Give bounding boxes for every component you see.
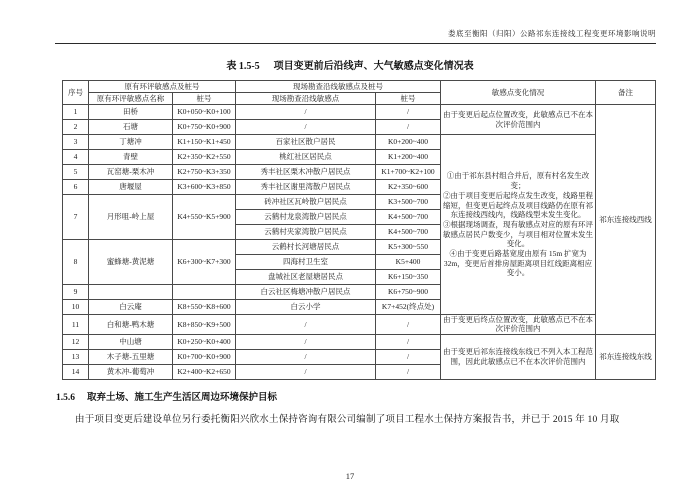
cell-change-start: 由于变更后起点位置改变，此敏感点已不在本次评价范围内 [441, 105, 596, 135]
cell-survey-name: / [236, 105, 376, 120]
cell-orig-stake: K2+400~K2+650 [173, 364, 236, 379]
col-header-no: 序号 [63, 81, 89, 105]
cell-survey-name: 云鹤村龙泉湾散户居民点 [236, 210, 376, 225]
cell-orig-name: 白云庵 [89, 300, 173, 315]
cell-no: 1 [63, 105, 89, 120]
cell-survey-name: 砖冲社区瓦岭散户居民点 [236, 195, 376, 210]
cell-no: 4 [63, 150, 89, 165]
cell-no: 6 [63, 180, 89, 195]
cell-survey-stake: K6+750~900 [376, 285, 441, 300]
col-header-remark: 备注 [596, 81, 656, 105]
change-item-4: ④由于变更后路基宽度由原有 15m 扩宽为 32m，变更后首排房屋距离项目红线距离相应变小。 [443, 249, 593, 278]
section-heading [56, 389, 656, 403]
header-row-1 [63, 81, 656, 93]
cell-survey-name: / [236, 364, 376, 379]
cell-orig-name: 丁塘冲 [89, 135, 173, 150]
cell-survey-name: 盘城社区老屋塘居民点 [236, 270, 376, 285]
cell-change-east: 由于变更后祁东连接线东线已不列入本工程范围，因此此敏感点已不在本次评价范围内 [441, 334, 596, 379]
col-header-survey-group: 现场勘查沿线敏感点及桩号 [236, 81, 441, 93]
cell-no: 14 [63, 364, 89, 379]
cell-survey-name: 桃红社区居民点 [236, 150, 376, 165]
cell-survey-name: 云鹤村长河塘居民点 [236, 240, 376, 255]
table-row [63, 315, 656, 335]
cell-orig-name: 木子塘-五里塘 [89, 349, 173, 364]
cell-orig-name: 蜜蜂塘-黄泥塘 [89, 240, 173, 285]
cell-orig-stake: K2+350~K2+550 [173, 150, 236, 165]
cell-orig-name: 瓦窑塘-栗木冲 [89, 165, 173, 180]
cell-orig-stake: K4+550~K5+900 [173, 195, 236, 240]
cell-survey-stake: K6+150~350 [376, 270, 441, 285]
col-header-survey-name: 现场勘查沿线敏感点 [236, 93, 376, 105]
cell-survey-name: / [236, 349, 376, 364]
cell-survey-stake: / [376, 120, 441, 135]
section-number: 1.5.6 [56, 393, 75, 403]
section-title: 取弃土场、施工生产生活区周边环境保护目标 [87, 393, 278, 403]
col-header-survey-stake: 桩号 [376, 93, 441, 105]
cell-survey-stake: K1+200~400 [376, 150, 441, 165]
cell-survey-stake: / [376, 364, 441, 379]
cell-survey-name: / [236, 315, 376, 335]
cell-no: 7 [63, 195, 89, 240]
cell-orig-name: 石塘 [89, 120, 173, 135]
cell-orig-stake: K1+150~K1+450 [173, 135, 236, 150]
cell-survey-stake: K0+200~400 [376, 135, 441, 150]
cell-orig-stake: K8+550~K8+600 [173, 300, 236, 315]
cell-survey-stake: / [376, 315, 441, 335]
cell-change-end: 由于变更后终点位置改变，此敏感点已不在本次评价范围内 [441, 315, 596, 335]
cell-survey-name: 四海村卫生室 [236, 255, 376, 270]
cell-no: 11 [63, 315, 89, 335]
cell-no: 12 [63, 334, 89, 349]
cell-survey-stake: K3+500~700 [376, 195, 441, 210]
cell-survey-name: / [236, 120, 376, 135]
cell-survey-name: 白云社区梅塘冲散户居民点 [236, 285, 376, 300]
cell-no: 9 [63, 285, 89, 300]
cell-orig-stake: K8+850~K9+500 [173, 315, 236, 335]
cell-orig-stake [173, 285, 236, 300]
cell-remark-west: 祁东连接线西线 [596, 105, 656, 335]
body-paragraph: 由于项目变更后建设单位另行委托衡阳兴欣水土保持咨询有限公司编制了项目工程水土保持方案报告书，并已于 2015 年 10 月取 [75, 415, 620, 425]
col-header-orig-name: 原有环评敏感点名称 [89, 93, 173, 105]
cell-remark-east: 祁东连接线东线 [596, 334, 656, 379]
table-title-label: 表 1.5-5 [226, 61, 260, 72]
table-title [0, 57, 700, 72]
cell-orig-name: 田桥 [89, 105, 173, 120]
cell-orig-stake: K2+750~K3+350 [173, 165, 236, 180]
cell-no: 5 [63, 165, 89, 180]
cell-orig-name [89, 285, 173, 300]
table-row [63, 105, 656, 120]
table-row [63, 334, 656, 349]
cell-survey-stake: K4+500~700 [376, 225, 441, 240]
cell-orig-stake: K3+600~K3+850 [173, 180, 236, 195]
cell-orig-name: 月形咀-岭上屋 [89, 195, 173, 240]
cell-survey-name: 百家社区散户居民 [236, 135, 376, 150]
cell-survey-stake: K5+400 [376, 255, 441, 270]
cell-orig-name: 中山塘 [89, 334, 173, 349]
document-header: 娄底至衡阳（归阳）公路祁东连接线工程变更环境影响说明 [55, 28, 656, 44]
cell-orig-stake: K0+700~K0+900 [173, 349, 236, 364]
cell-no: 8 [63, 240, 89, 285]
cell-survey-stake: K7+452(终点处) [376, 300, 441, 315]
cell-survey-stake: / [376, 105, 441, 120]
cell-survey-stake: K5+300~550 [376, 240, 441, 255]
page-number: 17 [345, 471, 355, 481]
table-title-text: 项目变更前后沿线声、大气敏感点变化情况表 [273, 61, 474, 72]
cell-no: 10 [63, 300, 89, 315]
cell-orig-stake: K0+050~K0+100 [173, 105, 236, 120]
cell-survey-stake: K4+500~700 [376, 210, 441, 225]
cell-orig-name: 唐堰屋 [89, 180, 173, 195]
cell-orig-stake: K0+250~K0+400 [173, 334, 236, 349]
cell-survey-stake: K1+700~K2+100 [376, 165, 441, 180]
cell-survey-stake: K2+350~600 [376, 180, 441, 195]
cell-no: 3 [63, 135, 89, 150]
cell-no: 13 [63, 349, 89, 364]
cell-no: 2 [63, 120, 89, 135]
change-item-3: ③根据现场调查，现有敏感点对应的原有环评敏感点居民户数变少，与项目相对位置未发生变化。 [443, 220, 593, 249]
cell-orig-stake: K0+750~K0+900 [173, 120, 236, 135]
cell-orig-name: 青壁 [89, 150, 173, 165]
cell-orig-name: 白和塘-鸭木塘 [89, 315, 173, 335]
cell-survey-stake: / [376, 349, 441, 364]
cell-survey-name: 白云小学 [236, 300, 376, 315]
sensitive-points-table [62, 80, 656, 380]
cell-change-list [441, 135, 596, 315]
cell-survey-name: 秀丰社区栗木冲散户居民点 [236, 165, 376, 180]
cell-orig-stake: K6+300~K7+300 [173, 240, 236, 285]
col-header-orig-group: 原有环评敏感点及桩号 [89, 81, 236, 93]
change-item-1: ①由于祁东县村组合并后，原有村名发生改变； [446, 171, 590, 190]
cell-survey-stake: / [376, 334, 441, 349]
col-header-orig-stake: 桩号 [173, 93, 236, 105]
change-item-2: ②由于项目变更后起终点发生改变，线路里程缩短，但变更后起终点及项目线路仍在原有祁东连接线西线内，线路线型未发生变化。 [443, 191, 593, 219]
col-header-change: 敏感点变化情况 [441, 81, 596, 105]
cell-survey-name: 云鹤村夹家湾散户居民点 [236, 225, 376, 240]
cell-survey-name: 秀丰社区谢里湾散户居民点 [236, 180, 376, 195]
cell-orig-name: 黄木冲-葡萄冲 [89, 364, 173, 379]
cell-survey-name: / [236, 334, 376, 349]
table-row [63, 135, 656, 150]
